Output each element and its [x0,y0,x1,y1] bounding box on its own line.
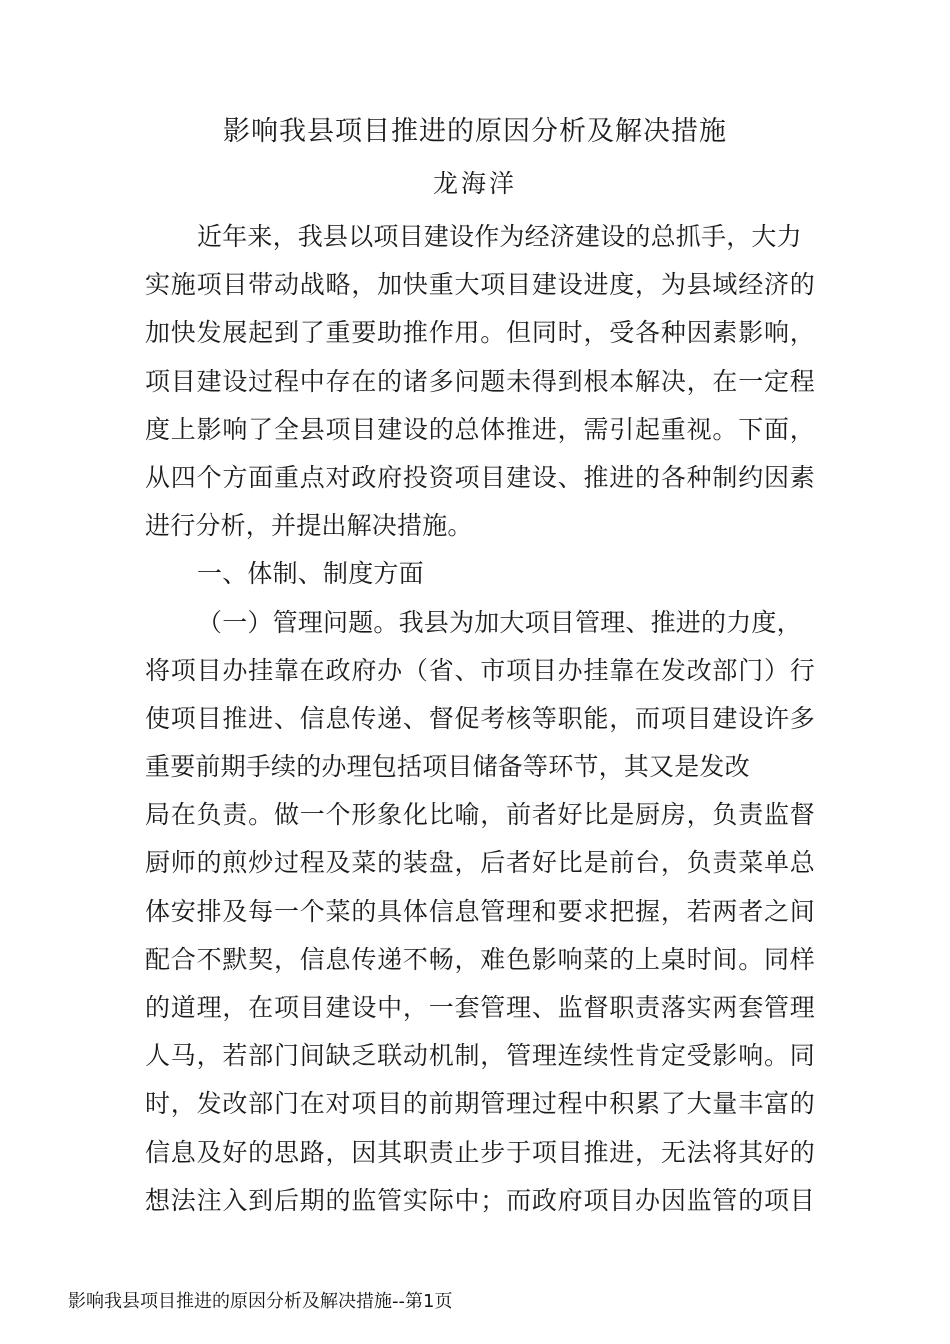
page-footer: 影响我县项目推进的原因分析及解决措施--第1页 [68,1291,453,1312]
body-line: 厨师的煎炒过程及菜的装盘，后者好比是前台，负责菜单总 [145,848,815,878]
document-title: 影响我县项目推进的原因分析及解决措施 [223,116,727,147]
document-body [145,218,815,1230]
body-line: 局在负责。做一个形象化比喻，前者好比是厨房，负责监督 [145,800,815,830]
body-line: 想法注入到后期的监管实际中；而政府项目办因监管的项目 [145,1185,815,1215]
document-author: 龙海洋 [432,169,517,198]
body-line: 人马，若部门间缺乏联动机制，管理连续性肯定受影响。同 [145,1041,815,1071]
body-line: 体安排及每一个菜的具体信息管理和要求把握，若两者之间 [145,896,815,926]
body-line: 项目建设过程中存在的诸多问题未得到根本解决，在一定程 [145,366,815,396]
body-line: 进行分析，并提出解决措施。 [145,511,473,541]
body-line: 的道理，在项目建设中，一套管理、监督职责落实两套管理 [145,993,815,1022]
subsection-line: （一）管理问题。我县为加大项目管理、推进的力度， [197,607,802,637]
body-line: 重要前期手续的办理包括项目储备等环节，其又是发改 [145,752,750,782]
body-line: 加快发展起到了重要助推作用。但同时，受各种因素影响， [145,318,815,348]
body-line: 实施项目带动战略，加快重大项目建设进度，为县域经济的 [145,270,815,300]
section-heading: 一、体制、制度方面 [197,559,424,589]
body-line: 使项目推进、信息传递、督促考核等职能，而项目建设许多 [145,703,815,733]
body-line: 从四个方面重点对政府投资项目建设、推进的各种制约因素 [145,462,815,492]
body-line: 度上影响了全县项目建设的总体推进，需引起重视。下面， [145,414,815,444]
body-line: 配合不默契，信息传递不畅，难色影响菜的上桌时间。同样 [145,944,815,974]
body-line: 时，发改部门在对项目的前期管理过程中积累了大量丰富的 [145,1089,815,1119]
body-line: 近年来，我县以项目建设作为经济建设的总抓手，大力 [197,222,802,251]
body-line: 信息及好的思路，因其职责止步于项目推进，无法将其好的 [145,1137,815,1167]
body-line: 将项目办挂靠在政府办（省、市项目办挂靠在发改部门）行 [145,655,815,685]
